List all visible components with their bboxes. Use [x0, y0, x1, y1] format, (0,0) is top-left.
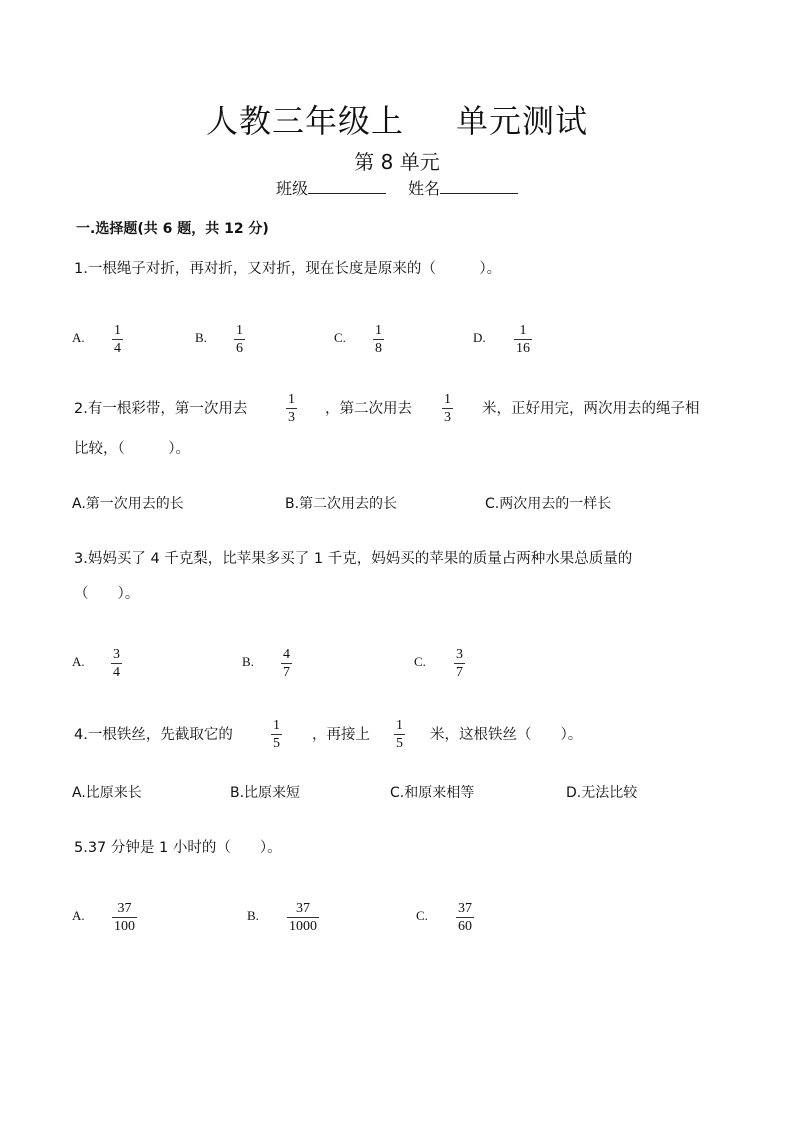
q5-option-a-label[interactable]: A.: [72, 908, 85, 923]
section-heading: 一.选择题(共 6 题，共 12 分): [76, 221, 269, 237]
title-right: 单元测试: [456, 102, 589, 140]
q1-option-c-label[interactable]: C.: [334, 330, 346, 345]
question-2-text-d: 比较，（ ）。: [74, 441, 190, 457]
q5-option-c-label[interactable]: C.: [416, 908, 428, 923]
class-blank[interactable]: [308, 179, 386, 194]
q3-option-c-fraction: 3 7: [456, 647, 463, 680]
q3-option-b-fraction: 4 7: [283, 647, 290, 680]
q5-option-b-label[interactable]: B.: [247, 908, 259, 923]
q4-option-b[interactable]: B.比原来短: [230, 785, 301, 801]
q5-option-a-fraction: 37 100: [114, 901, 135, 934]
title-left: 人教三年级上: [205, 102, 404, 140]
q1-option-b-fraction: 1 6: [236, 323, 243, 356]
q5-option-c-fraction: 37 60: [458, 901, 472, 934]
q4-fraction-2: 1 5: [396, 718, 403, 751]
question-4-text-a: 4.一根铁丝，先截取它的: [74, 727, 233, 743]
question-2-text-b: ，第二次用去: [325, 401, 412, 417]
q2-fraction-2: 1 3: [444, 392, 451, 425]
q3-option-b-label[interactable]: B.: [242, 654, 254, 669]
q4-option-c[interactable]: C.和原来相等: [390, 785, 475, 801]
q1-option-c-fraction: 1 8: [375, 323, 382, 356]
page-title: [0, 96, 794, 142]
question-4-text-b: ，再接上: [312, 727, 370, 743]
q2-option-b[interactable]: B.第二次用去的长: [285, 496, 398, 512]
q1-option-b-label[interactable]: B.: [195, 330, 207, 345]
name-blank[interactable]: [440, 179, 518, 194]
q5-option-b-fraction: 37 1000: [289, 901, 317, 934]
q2-option-c[interactable]: C.两次用去的一样长: [485, 496, 612, 512]
q1-option-d-fraction: 1 16: [516, 323, 530, 356]
q3-option-a-label[interactable]: A.: [72, 654, 85, 669]
question-4-text-c: 米，这根铁丝（ ）。: [430, 727, 583, 743]
question-5-text: 5.37 分钟是 1 小时的（ ）。: [74, 840, 282, 856]
q3-option-a-fraction: 3 4: [113, 647, 120, 680]
unit-subtitle: 第 8 单元: [354, 150, 440, 174]
question-1-text: 1.一根绳子对折，再对折，又对折，现在长度是原来的（ ）。: [74, 261, 502, 277]
q1-option-a-label[interactable]: A.: [72, 330, 85, 345]
q3-option-c-label[interactable]: C.: [414, 654, 426, 669]
student-info: [0, 176, 794, 199]
question-2-text-c: 米，正好用完，两次用去的绳子相: [482, 401, 700, 417]
q1-option-a-fraction: 1 4: [114, 323, 121, 356]
q1-option-d-label[interactable]: D.: [473, 330, 486, 345]
question-3-text-b: （ ）。: [74, 586, 140, 602]
q2-fraction-1: 1 3: [288, 392, 295, 425]
name-label: 姓名: [408, 179, 441, 198]
class-label: 班级: [275, 179, 308, 198]
q2-option-a[interactable]: A.第一次用去的长: [72, 496, 184, 512]
q4-option-a[interactable]: A.比原来长: [72, 785, 142, 801]
q4-option-d[interactable]: D.无法比较: [566, 785, 638, 801]
question-3-text-a: 3.妈妈买了 4 千克梨，比苹果多买了 1 千克，妈妈买的苹果的质量占两种水果总质量的: [74, 551, 633, 567]
q4-fraction-1: 1 5: [273, 718, 280, 751]
question-2-text-a: 2.有一根彩带，第一次用去: [74, 401, 248, 417]
